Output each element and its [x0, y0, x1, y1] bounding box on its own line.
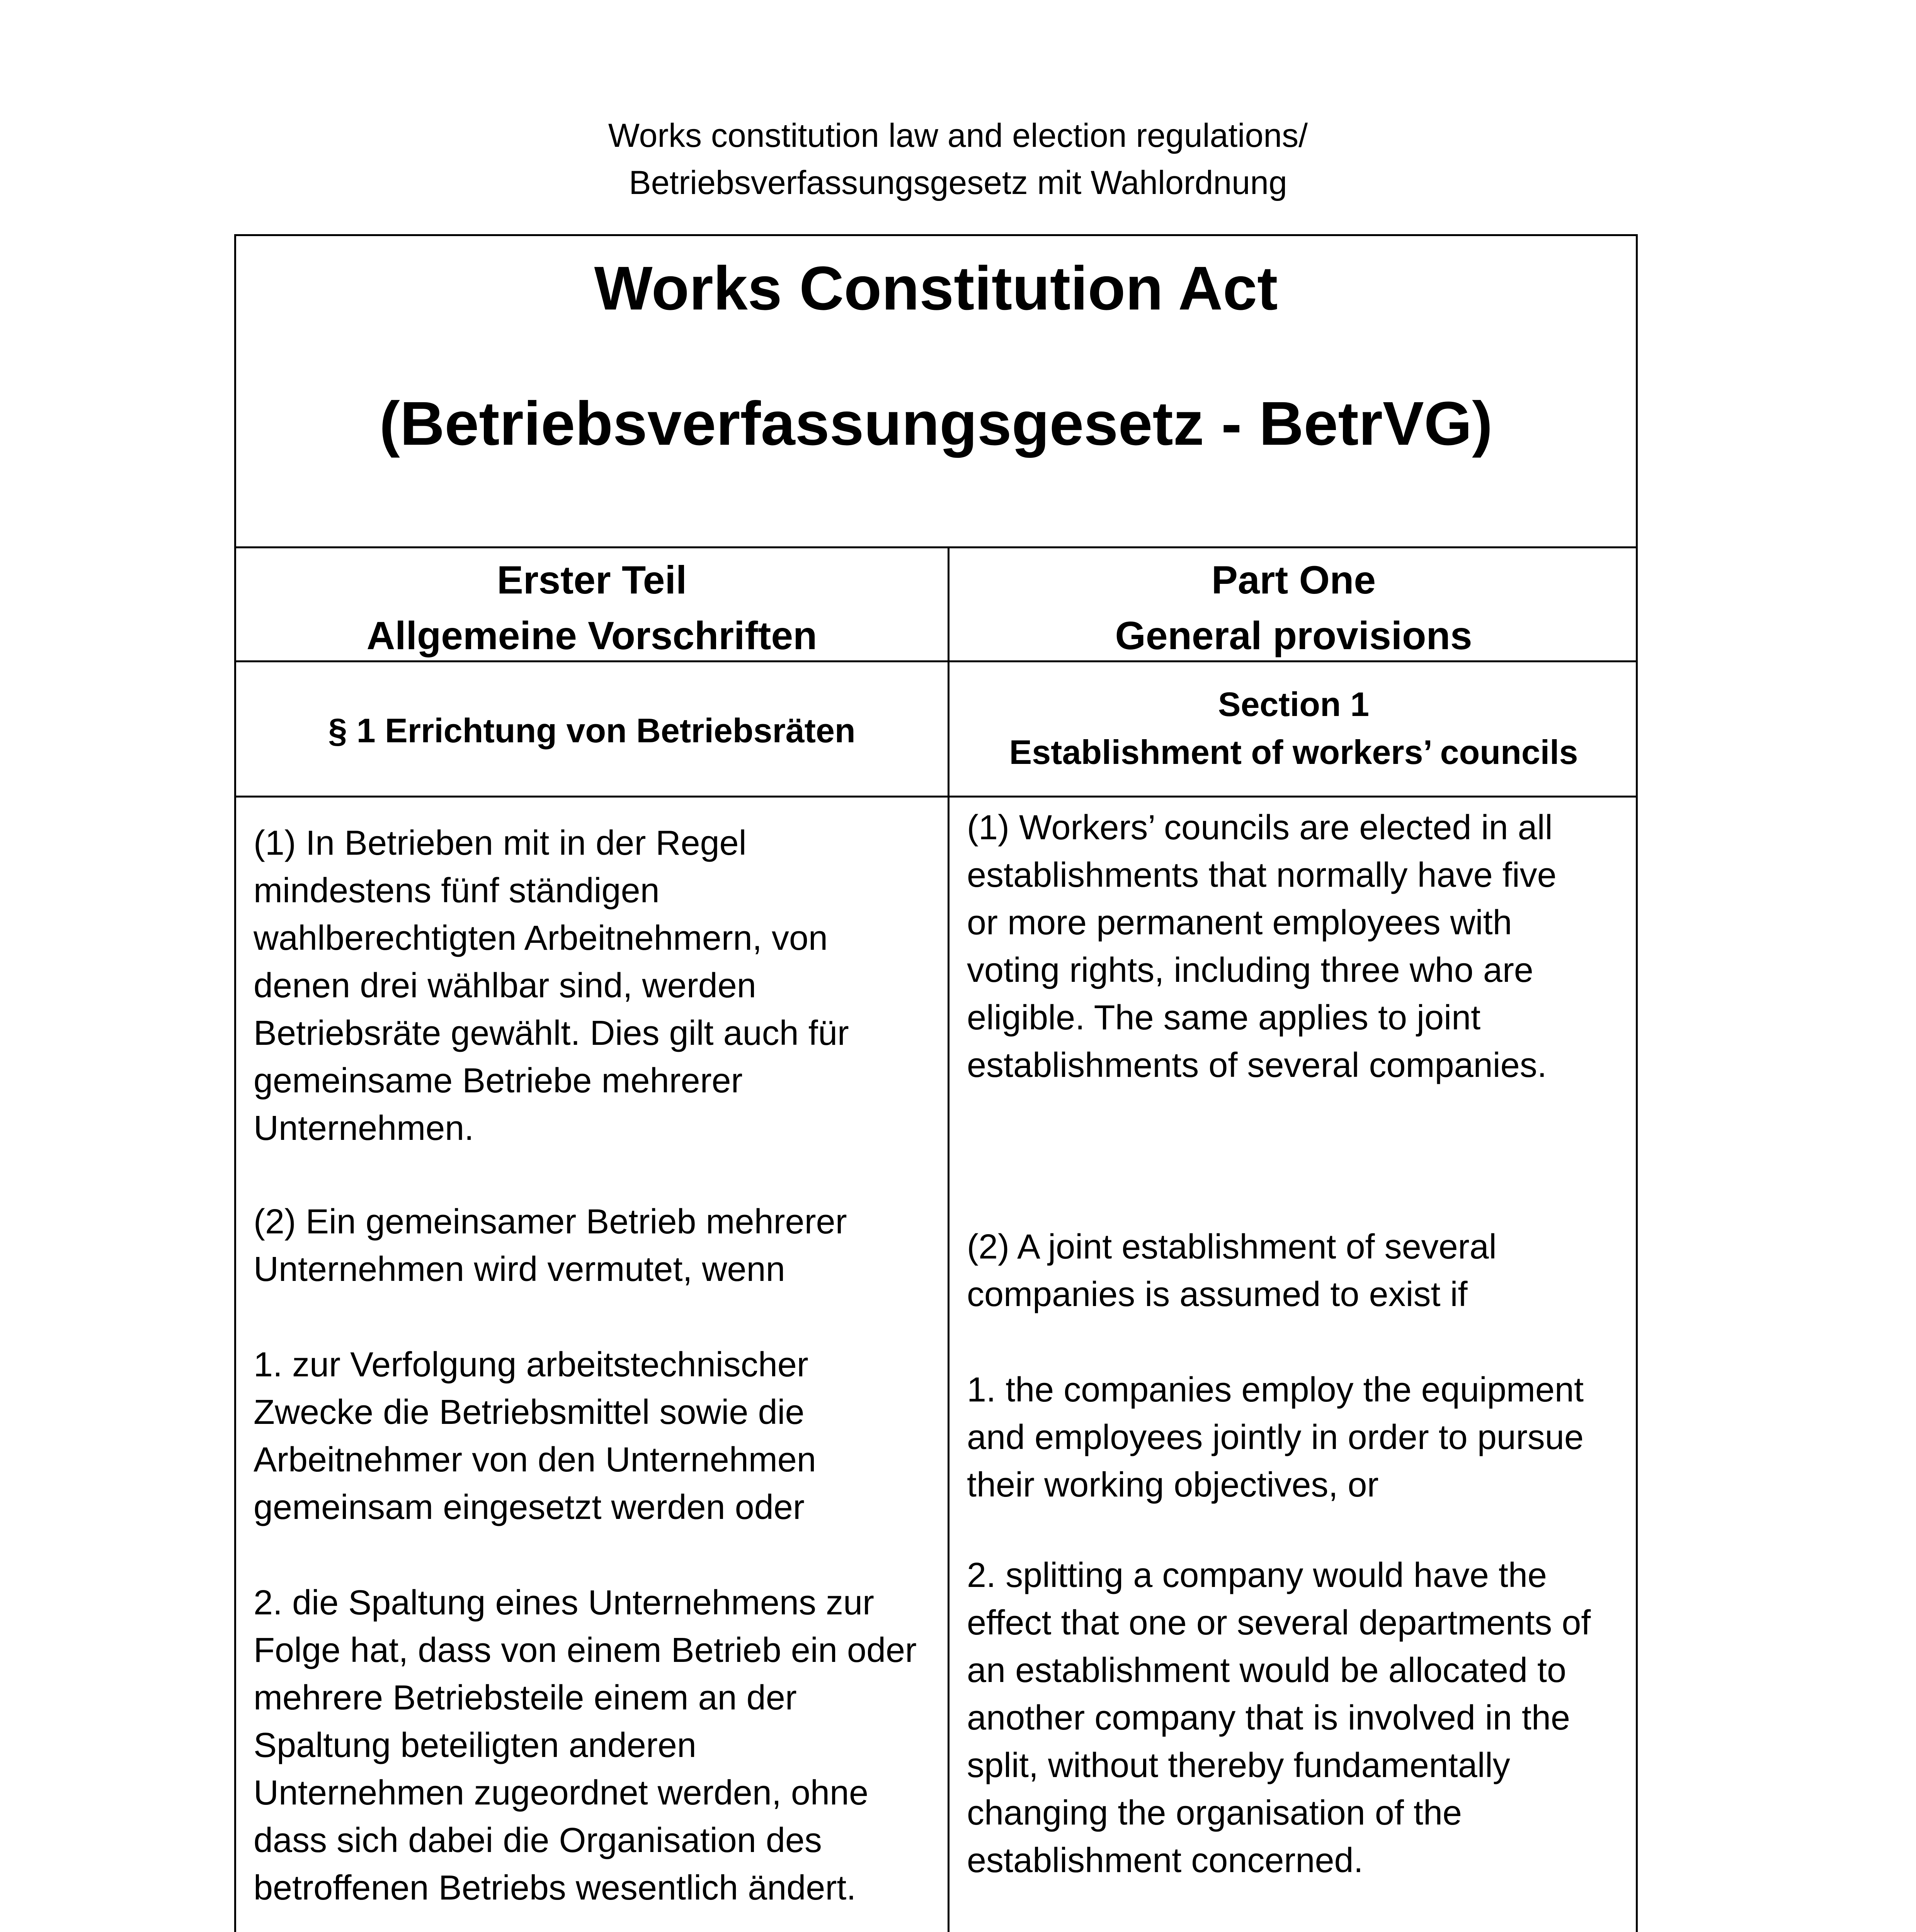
title-line-1: Works Constitution Act — [594, 253, 1278, 323]
section1-en-paragraph-1: (1) Workers’ councils are elected in all establishments that normally have five or more permanent employees with voting rights, including three who are eligible. The same applies to joint establishments of several companies. — [967, 808, 1557, 1085]
section1-en-number: Section 1 — [1218, 685, 1370, 723]
rule-below-title — [236, 546, 1636, 548]
section1-heading-de — [236, 707, 948, 755]
section1-en-paragraph-4: 2. splitting a company would have the effect that one or several departments of an establishment would be allocated to another company that is involved in the split, without thereby fundamentally changing the organisation of the establishment concerned. — [967, 1556, 1591, 1880]
section1-de-paragraph-4: 2. die Spaltung eines Unternehmens zur Folge hat, dass von einem Betrieb ein oder mehrere Betriebsteile einem an der Spaltung beteiligten anderen Unternehmen zugeordnet werden, ohne dass sich dabei die Organisation des betroffenen Betriebs wesentlich ändert. — [254, 1583, 917, 1907]
section1-de-paragraph-2: (2) Ein gemeinsamer Betrieb mehrerer Unternehmen wird vermutet, wenn — [254, 1202, 847, 1289]
section1-en-paragraph-2: (2) A joint establishment of several companies is assumed to exist if — [967, 1228, 1497, 1314]
part-en-line-1: Part One — [1211, 558, 1376, 602]
part-heading-de — [236, 552, 948, 663]
document-subtitle — [236, 379, 1636, 468]
section1-heading-en — [949, 680, 1638, 776]
part-heading-en — [949, 552, 1638, 663]
bilingual-table — [234, 234, 1638, 1932]
section1-de-paragraph-3: 1. zur Verfolgung arbeitstechnischer Zwecke die Betriebsmittel sowie die Arbeitnehmer von den Unternehmen gemeinsam eingesetzt werden oder — [254, 1345, 816, 1527]
running-header — [0, 112, 1916, 206]
document-title — [236, 244, 1636, 333]
rule-below-section1-heading — [236, 796, 1636, 798]
part-de-line-1: Erster Teil — [497, 558, 687, 602]
part-de-line-2: Allgemeine Vorschriften — [366, 614, 817, 658]
part-en-line-2: General provisions — [1115, 614, 1472, 658]
title-line-2: (Betriebsverfassungsgesetz - BetrVG) — [379, 389, 1493, 458]
running-header-line-2: Betriebsverfassungsgesetz mit Wahlordnung — [629, 164, 1287, 201]
section1-en-title: Establishment of workers’ councils — [1009, 733, 1578, 771]
section1-en-paragraph-3: 1. the companies employ the equipment and employees jointly in order to pursue their working objectives, or — [967, 1371, 1584, 1504]
section1-de-paragraph-1: (1) In Betrieben mit in der Regel mindestens fünf ständigen wahlberechtigten Arbeitnehmern, von denen drei wählbar sind, werden Betriebsräte gewählt. Dies gilt auch für gemeinsame Betriebe mehrerer Unternehmen. — [254, 824, 849, 1148]
section1-de-title: § 1 Errichtung von Betriebsräten — [328, 711, 856, 750]
running-header-line-1: Works constitution law and election regulations/ — [608, 117, 1308, 154]
